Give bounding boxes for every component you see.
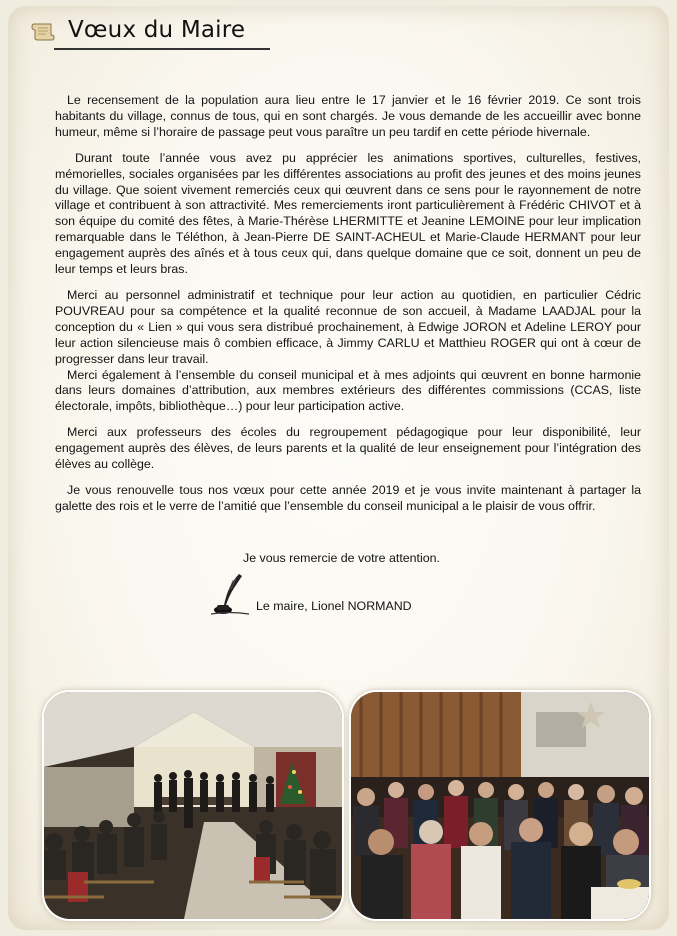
letter-body	[55, 93, 641, 515]
closing-line	[0, 551, 677, 565]
page-title: Vœux du Maire	[68, 17, 246, 43]
paragraph: Je vous renouvelle tous nos vœux pour cette année 2019 et je vous invite maintenant à partager la galette des rois et le verre de l’amitié que l’ensemble du conseil municipal a le plaisir de vous offrir.	[55, 482, 641, 513]
title-underline	[54, 48, 270, 50]
page-header	[30, 18, 275, 54]
paragraph: Merci également à l’ensemble du conseil municipal et à mes adjoints qui œuvrent en bonne harmonie dans leurs domaines d’attribution, aux membres extérieurs des différentes commissions (CCAS, liste électorale, impôts, bibliothèque…) pour leur participation active.	[55, 367, 641, 414]
ceremony-photo-stage	[42, 690, 344, 921]
scroll-icon	[30, 20, 56, 42]
closing-text: Je vous remercie de votre attention.	[243, 551, 440, 565]
paragraph: Durant toute l’année vous avez pu apprécier les animations sportives, culturelles, festives, mémorielles, sociales organisées par les différentes associations au profit des jeunes et des moins jeunes du village. Que soient vivement remerciés ceux qui œuvrent dans ce sens pour le rayonnement de notre village et contribuent à son attractivité. Mes remerciements iront particulièrement à Frédéric CHIVOT et à son équipe du comité des fêtes, à Marie-Thérèse LHERMITTE et Jeanine LEMOINE pour leur implication remarquable dans le Téléthon, à Jean-Pierre DE SAINT-ACHEUL et Marie-Claude HERMANT pour leur engagement auprès des aînés et à tous ceux qui, dans quelque domaine que ce soit, donnent un peu de leur temps et leurs bras.	[55, 150, 641, 277]
paragraph: Merci aux professeurs des écoles du regroupement pédagogique pour leur disponibilité, leur engagement auprès des élèves, de leurs parents et la qualité de leur enseignement pour l’intégration des élèves au collège.	[55, 425, 641, 472]
paragraph: Le recensement de la population aura lieu entre le 17 janvier et le 16 février 2019. Ce sont trois habitants du village, connus de tous, qui en sont chargés. Je vous demande de les accueillir avec bonne humeur, même si l’horaire de passage peut vous paraître un peu tardif en cette période hivernale.	[55, 93, 641, 139]
paragraph: Merci au personnel administratif et technique pour leur action au quotidien, en particulier Cédric POUVREAU pour sa compétence et la qualité reconnue de son accueil, à Madame LAADJAL pour la conception du « Lien » qui vous sera distribué prochainement, à Edwige JORON et Adeline LEROY pour leur action silencieuse mais ô combien efficace, à Jimmy CARLU et Matthieu ROGER qui ont à cœur de progresser dans leur travail.	[55, 287, 641, 366]
signature: Le maire, Lionel NORMAND	[256, 599, 412, 613]
quill-inkwell-icon	[209, 572, 251, 616]
ceremony-photo-audience	[349, 690, 651, 921]
